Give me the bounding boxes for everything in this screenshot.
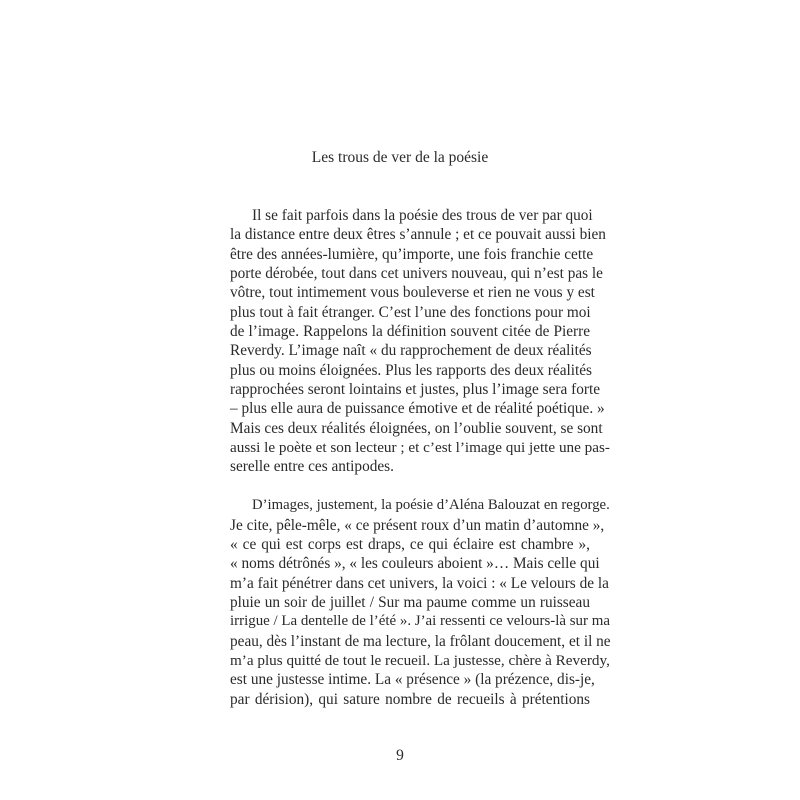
text-line: plus tout à fait étranger. C’est l’une des fonctions pour moi [230,303,591,321]
text-line: la distance entre deux êtres s’annule ; et ce pouvait aussi bien [230,226,606,244]
text-line: de l’image. Rappelons la définition souvent citée de Pierre [230,323,590,341]
text-line: rapprochées seront lointains et justes, plus l’image sera forte [230,381,600,399]
text-line: m’a plus quitté de tout le recueil. La justesse, chère à Reverdy, [230,651,610,669]
text-line: « noms détrônés », « les couleurs aboient »… Mais celle qui [230,555,600,573]
text-line: être des années-lumière, qu’importe, une fois franchie cette [230,245,594,263]
page-body [208,206,611,709]
paragraph-2 [208,496,611,709]
chapter-title: Les trous de ver de la poésie [311,149,489,166]
text-line: serelle entre ces antipodes. [230,458,394,476]
text-line: vôtre, tout intimement vous bouleverse et rien ne vous y est [230,284,595,302]
text-line: Il se fait parfois dans la poésie des trous de ver par quoi [252,207,593,224]
text-line: D’images, justement, la poésie d’Aléna Balouzat en regorge. [252,497,610,514]
text-line: porte dérobée, tout dans cet univers nouveau, qui n’est pas le [230,265,603,283]
text-line: Reverdy. L’image naît « du rapprochement de deux réalités [230,342,592,360]
text-line: Je cite, pêle-mêle, « ce présent roux d’un matin d’automne », [230,516,605,534]
paragraph-1 [208,206,610,477]
text-line: aussi le poète et son lecteur ; et c’est l’image qui jette une pas- [230,439,610,457]
text-line: – plus elle aura de puissance émotive et de réalité poétique. » [230,400,605,418]
text-line: irrigue / La dentelle de l’été ». J’ai ressenti ce velours-là sur ma [230,613,610,630]
text-line: pluie un soir de juillet / Sur ma paume comme un ruisseau [230,593,590,611]
page-number: 9 [396,747,404,764]
text-line: est une justesse intime. La « présence » (la prézence, dis-je, [230,671,595,689]
text-line: par dérision), qui sature nombre de recueils à prétentions [230,690,590,708]
text-line: Mais ces deux réalités éloignées, on l’oublie souvent, se sont [230,419,603,437]
text-line: « ce qui est corps est draps, ce qui éclaire est chambre », [230,535,590,553]
text-line: plus ou moins éloignées. Plus les rapports des deux réalités [230,361,592,379]
text-line: m’a fait pénétrer dans cet univers, la voici : « Le velours de la [230,574,609,592]
text-line: peau, dès l’instant de ma lecture, la frôlant doucement, et il ne [230,632,611,650]
